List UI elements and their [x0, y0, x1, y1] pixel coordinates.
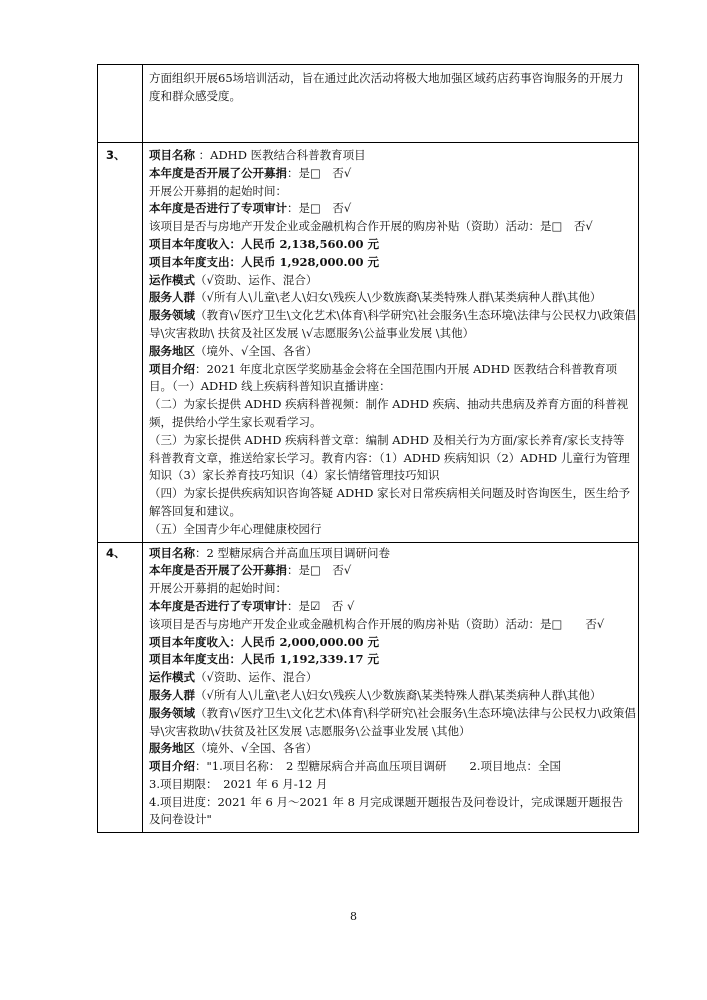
expense-line: 项目本年度支出：人民币 1,192,339.17 元: [149, 652, 380, 667]
expense-line: 项目本年度支出：人民币 1,928,000.00 元: [149, 254, 380, 269]
project-intro-part-3: （三）为家长提供 ADHD 疾病科普文章：编制 ADHD 及相关行为方面/家长养育/家长支持等科普教育文章，推送给家长学习。教育内容：（1）ADHD 疾病知识（2）ADHD 儿童行为管理知识（3）家长养育技巧知识（4）家长情绪管理技巧知识: [149, 432, 630, 483]
service-field-line-2: 导\灾害救助\ 扶贫及社区发展 \√志愿服务\公益事业发展 \其他）: [149, 325, 475, 340]
fundraising-start-line: 开展公开募捐的起始时间：: [149, 581, 287, 596]
public-fundraising-line: 本年度是否开展了公开募捐：是□ 否√: [149, 165, 352, 180]
income-line: 项目本年度收入：人民币 2,138,560.00 元: [149, 236, 380, 251]
project-intro-part-2: 3.项目期限： 2021 年 6 月-12 月: [149, 776, 328, 791]
project-intro: 项目介绍：2021 年度北京医学奖励基金会将在全国范围内开展 ADHD 医教结合科普教育项目。（一）ADHD 线上疾病科普知识直播讲座：: [149, 361, 618, 394]
service-field-line: 服务领域（教育\√医疗卫生\文化艺术\体育\科学研究\社会服务\生态环境\法律与公民权力\政策倡: [149, 705, 636, 720]
row-number: 3、: [98, 143, 143, 543]
fundraising-start-line: 开展公开募捐的起始时间：: [149, 183, 287, 198]
operation-mode-line: 运作模式（√资助、运作、混合）: [149, 272, 318, 287]
item-3-content: [143, 143, 639, 543]
special-audit-line: 本年度是否进行了专项审计：是☑ 否 √: [149, 598, 355, 613]
operation-mode-line: 运作模式（√资助、运作、混合）: [149, 670, 318, 685]
public-fundraising-line: 本年度是否开展了公开募捐：是□ 否√: [149, 563, 352, 578]
item-4-content: [143, 542, 639, 833]
service-people-line: 服务人群（√所有人\儿童\老人\妇女\残疾人\少数族裔\某类特殊人群\某类病种人群\其他）: [149, 687, 602, 702]
row-number: 4、: [98, 542, 143, 833]
table-row-continuation: [98, 65, 639, 143]
table-row-item-4: [98, 542, 639, 833]
project-intro-part-4: （四）为家长提供疾病知识咨询答疑 ADHD 家长对日常疾病相关问题及时咨询医生，医生给予解答回复和建议。: [149, 486, 631, 518]
service-field-line: 服务领域（教育\√医疗卫生\文化艺术\体育\科学研究\社会服务\生态环境\法律与公民权力\政策倡: [149, 308, 636, 323]
project-intro-part-3: 4.项目进度：2021 年 6 月～2021 年 8 月完成课题开题报告及问卷设计，完成课题开题报告及问卷设计": [149, 794, 624, 827]
project-intro: 项目介绍："1.项目名称： 2 型糖尿病合并高血压项目调研 2.项目地点：全国: [149, 759, 561, 774]
service-region-line: 服务地区（境外、√全国、各省）: [149, 741, 318, 756]
housing-subsidy-line: 该项目是否与房地产开发企业或金融机构合作开展的购房补贴（资助）活动：是□ 否√: [149, 616, 605, 631]
project-name-line: 项目名称 ：ADHD 医教结合科普教育项目: [149, 148, 366, 162]
row-number-cell: [98, 65, 143, 143]
project-name-line: 项目名称：2 型糖尿病合并高血压项目调研问卷: [149, 545, 390, 560]
income-line: 项目本年度收入：人民币 2,000,000.00 元: [149, 634, 380, 649]
service-field-line-2: 导\灾害救助\√扶贫及社区发展 \志愿服务\公益事业发展 \其他）: [149, 723, 471, 738]
project-intro-part-5: （五）全国青少年心理健康校园行: [149, 521, 322, 536]
service-people-line: 服务人群（√所有人\儿童\老人\妇女\残疾人\少数族裔\某类特殊人群\某类病种人群\其他）: [149, 290, 602, 305]
service-region-line: 服务地区（境外、√全国、各省）: [149, 343, 318, 358]
page-number: 8: [350, 910, 357, 923]
project-table: [97, 64, 639, 833]
project-intro-part-2: （二）为家长提供 ADHD 疾病科普视频：制作 ADHD 疾病、抽动共患病及养育方面的科普视频，提供给小学生家长观看学习。: [149, 397, 629, 429]
table-row-item-3: [98, 143, 639, 543]
special-audit-line: 本年度是否进行了专项审计：是□ 否√: [149, 201, 352, 216]
continuation-cell: [143, 65, 639, 143]
continuation-text: 方面组织开展65场培训活动，旨在通过此次活动将极大地加强区域药店药事咨询服务的开展力度和群众感受度。: [149, 71, 624, 103]
housing-subsidy-line: 该项目是否与房地产开发企业或金融机构合作开展的购房补贴（资助）活动：是□ 否√: [149, 219, 593, 234]
